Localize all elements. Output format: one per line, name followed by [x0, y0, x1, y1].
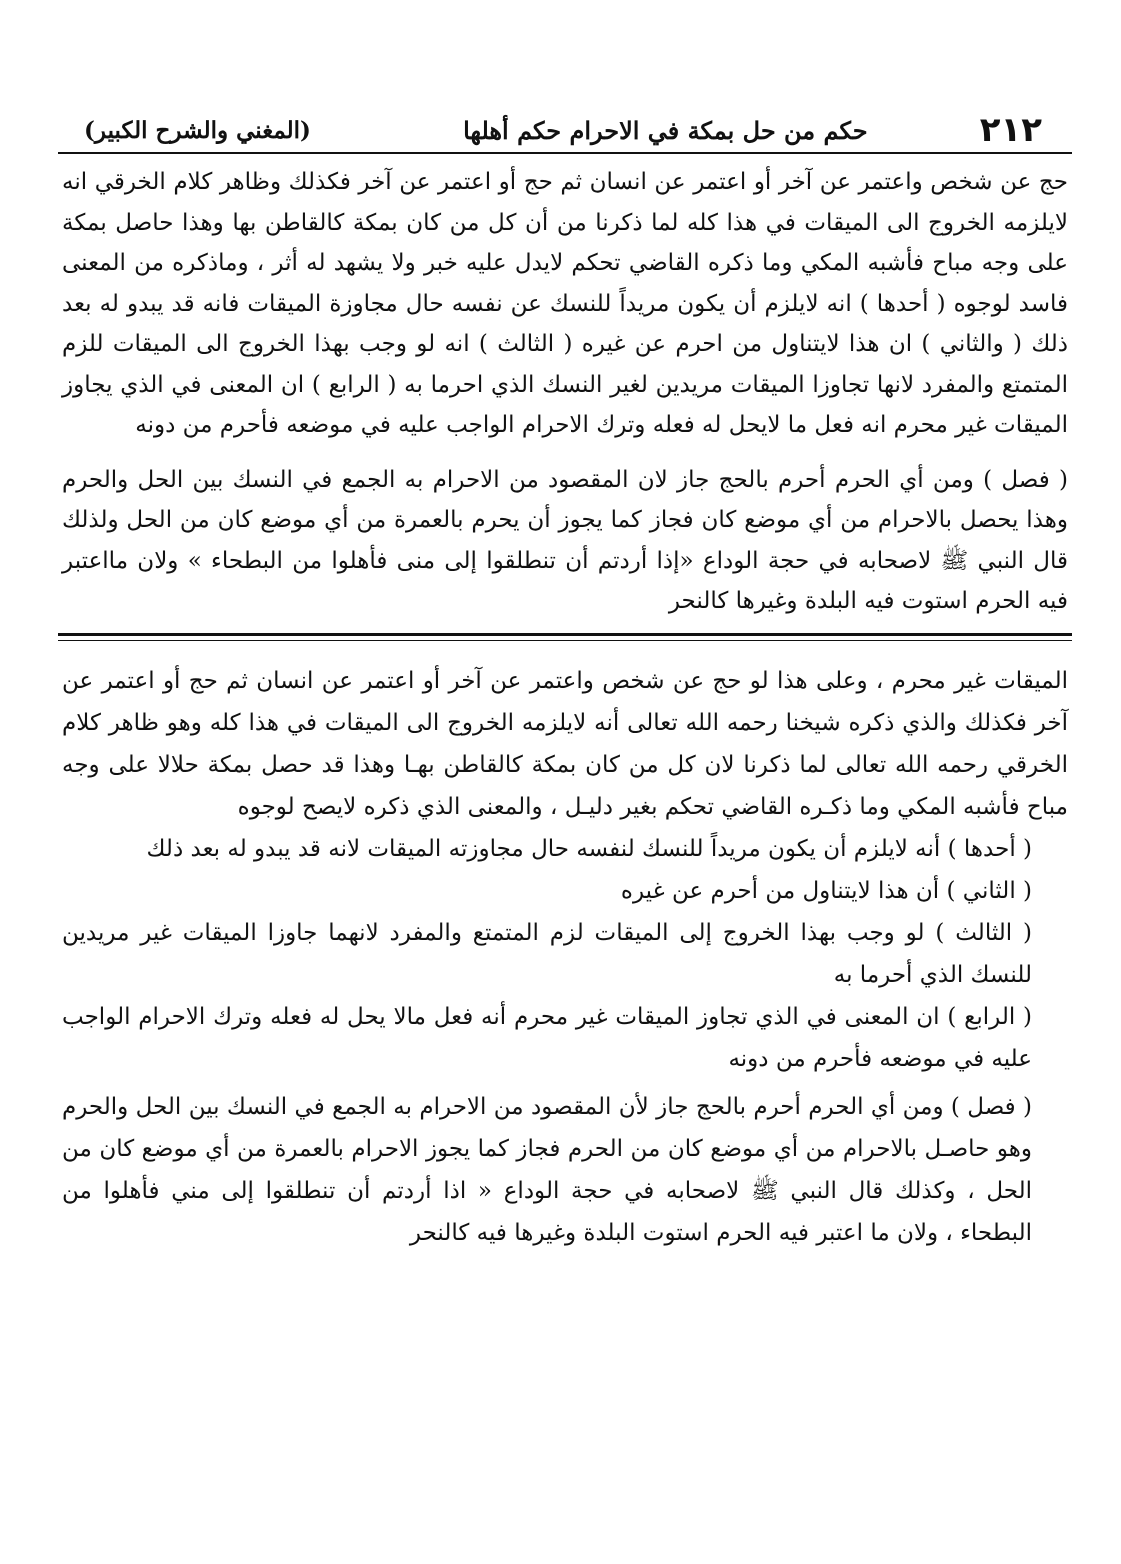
page-number: ٢١٢ [979, 110, 1042, 150]
commentary-point-third: ( الثالث ) لو وجب بهذا الخروج إلى الميقات لزم المتمتع والمفرد لانهما جاوزا الميقات غير مريدين للنسك الذي أحرما به [62, 919, 1032, 988]
commentary-point-fourth: ( الرابع ) ان المعنى في الذي تجاوز الميقات غير محرم أنه فعل مالا يحل له فعله وترك الاحرام الواجب عليه في موضعه فأحرم من دونه [62, 1003, 1032, 1072]
divider-thin-rule [58, 640, 1072, 641]
commentary-point-second: ( الثاني ) أن هذا لايتناول من أحرم عن غيره [620, 877, 1032, 904]
section-divider [58, 630, 1072, 646]
page-header [58, 108, 1072, 154]
book-page [58, 108, 1072, 1548]
running-title: حكم من حل بمكة في الاحرام حكم أهلها [463, 115, 868, 145]
commentary-section [58, 660, 1072, 1254]
main-paragraph: حج عن شخص واعتمر عن آخر أو اعتمر عن انسان ثم حج أو اعتمر عن آخر فكذلك وظاهر كلام الخرقي انه لايلزمه الخروج الى الميقات في هذا كله لما ذكرنا من أن كل من كان بمكة كالقاطن بها وهذا حاصل بمكة على وجه مباح فأشبه المكي وما ذكره القاضي تحكم لايدل عليه خبر ولا يشهد له أثر ، وماذكره من المعنى فاسد لوجوه ( أحدها ) انه لايلزم أن يكون مريداً للنسك عن نفسه حال مجاوزة الميقات فانه قد يبدو له بعد ذلك ( والثاني ) ان هذا لايتناول من احرم عن غيره ( الثالث ) انه لو وجب بهذا الخروج الى الميقات للزم المتمتع والمفرد لانها تجاوزا الميقات مريدين لغير النسك الذي احرما به ( الرابع ) ان المعنى في الذي يجاوز الميقات غير محرم انه فعل ما لايحل له فعله وترك الاحرام الواجب عليه في موضعه فأحرم من دونه [62, 169, 1068, 438]
main-text-section [58, 162, 1072, 622]
main-paragraph-fasl: ( فصل ) ومن أي الحرم أحرم بالحج جاز لان المقصود من الاحرام به الجمع في النسك بين الحل والحرم وهذا يحصل بالاحرام من أي موضع كان فجاز كما يجوز أن يحرم بالعمرة من أي موضع كان من الحل ولذلك قال النبي ﷺ لاصحابه في حجة الوداع «إذا أردتم أن تنطلقوا إلى منى فأهلوا من البطحاء » ولان مااعتبر فيه الحرم استوت فيه البلدة وغيرها كالنحر [62, 466, 1068, 614]
commentary-paragraph-fasl: ( فصل ) ومن أي الحرم أحرم بالحج جاز لأن المقصود من الاحرام به الجمع في النسك بين الحل والحرم وهو حاصـل بالاحرام من أي موضع كان من الحرم فجاز كما يجوز الاحرام بالعمرة من أي موضع كان من الحل ، وكذلك قال النبي ﷺ لاصحابه في حجة الوداع « اذا أردتم أن تنطلقوا إلى مني فأهلوا من البطحاء ، ولان ما اعتبر فيه الحرم استوت البلدة وغيرها فيه كالنحر [62, 1093, 1032, 1246]
commentary-paragraph: الميقات غير محرم ، وعلى هذا لو حج عن شخص واعتمر عن آخر أو اعتمر عن انسان ثم حج أو اعتمر عن آخر فكذلك والذي ذكره شيخنا رحمه الله تعالى أنه لايلزمه الخروج الى الميقات في هذا كله وهو ظاهر كلام الخرقي رحمه الله تعالى لما ذكرنا لان كل من كان بمكة كالقاطن بهـا وهذا قد حصل بمكة حلالا على وجه مباح فأشبه المكي وما ذكـره القاضي تحكم بغير دليـل ، والمعنى الذي ذكره لايصح لوجوه [62, 667, 1068, 820]
commentary-point-first: ( أحدها ) أنه لايلزم أن يكون مريداً للنسك لنفسه حال مجاوزته الميقات لانه قد يبدو له بعد ذلك [146, 835, 1032, 862]
book-title: (المغني والشرح الكبير) [84, 116, 311, 144]
divider-thick-rule [58, 633, 1072, 636]
